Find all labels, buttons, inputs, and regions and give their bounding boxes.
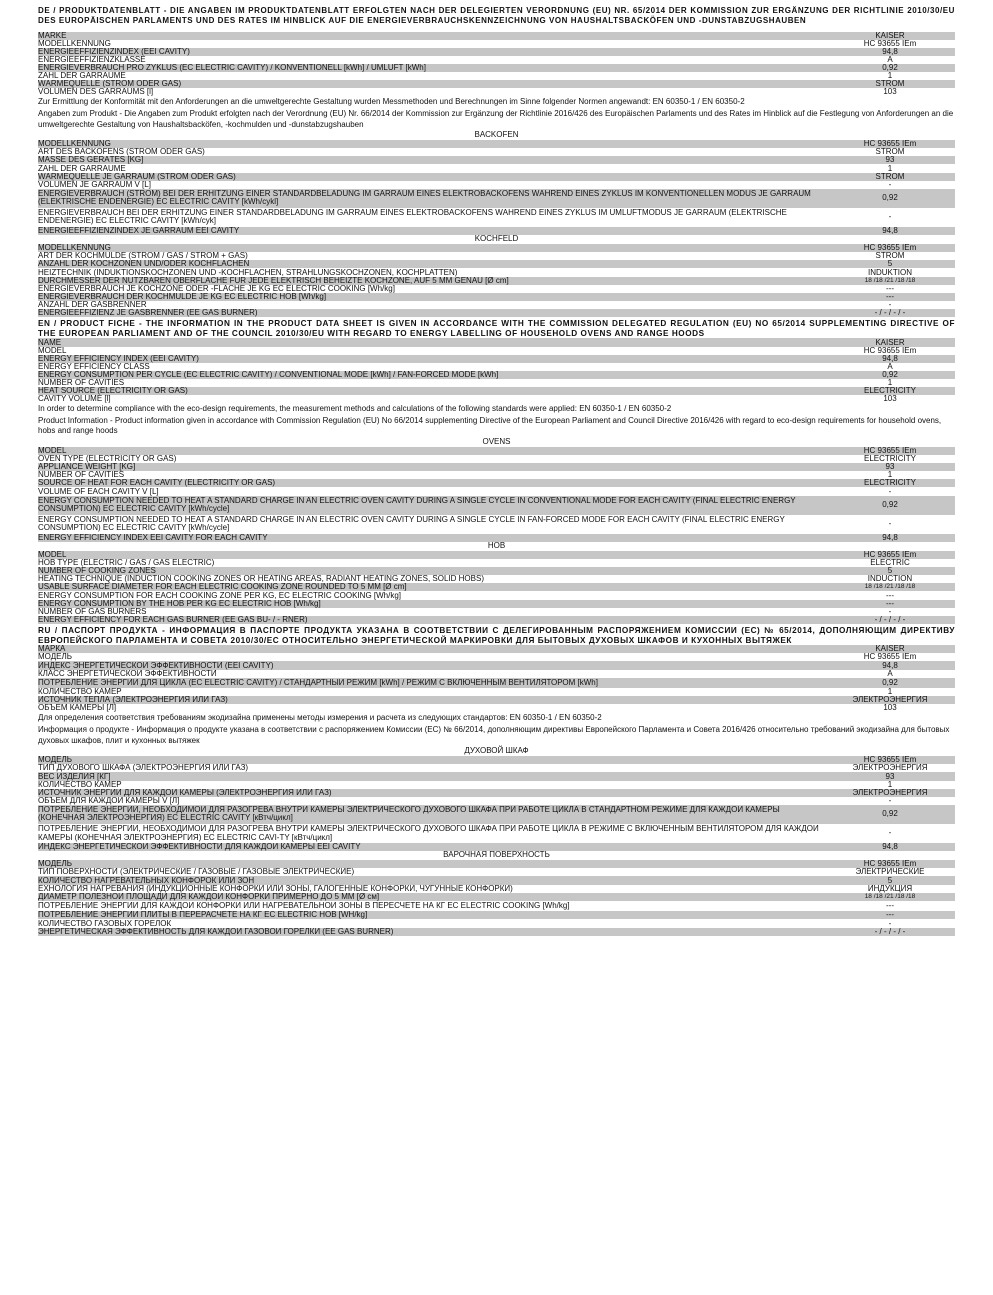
row-value: 1 bbox=[887, 780, 893, 789]
row-value: 93 bbox=[885, 772, 895, 781]
row-label: OVEN TYPE (ELECTRICITY OR GAS) bbox=[38, 455, 177, 464]
standards-note: Zur Ermittlung der Konformität mit den Anforderungen an die umweltgerechte Gestaltung wurden Messmethoden und Berechnungen im Sinne folgender Normen angewandt: EN 60350-1 / EN 60350-2 bbox=[38, 97, 745, 107]
row-label: ENERGIEEFFIZIENZKLASSE bbox=[38, 55, 146, 64]
table-row bbox=[38, 355, 955, 363]
row-label: ОБЪЕМ КАМЕРЫ [Л] bbox=[38, 704, 117, 713]
table-row bbox=[38, 379, 955, 387]
row-label: ТИП ДУХОВОГО ШКАФА (ЭЛЕКТРОЭНЕРГИЯ ИЛИ ГАЗ) bbox=[38, 764, 249, 773]
table-row bbox=[38, 72, 955, 80]
row-label: VOLUMEN DES GARRAUMS [l] bbox=[38, 88, 154, 97]
row-value: --- bbox=[886, 591, 894, 600]
table-row bbox=[38, 164, 955, 172]
table-row bbox=[38, 395, 955, 403]
table-row bbox=[38, 463, 955, 471]
section-heading: RU / ПАСПОРТ ПРОДУКТА - ИНФОРМАЦИЯ В ПАСПОРТЕ ПРОДУКТА УКАЗАНА В СООТВЕТСТВИИ С ДЕЛЕГИРОВАННЫМ РАСПОРЯЖЕНИЕМ КОМИССИИ (ЕС) № 65/2014, ДОПОЛНЯЮЩИМ ДИРЕКТИВУ ЕВРОПЕЙСКОГО ПАРЛАМЕНТА И СОВЕТА 2010/30/ЕС ОТНОСИТЕЛЬНО ЭНЕРГЕТИЧЕСКОЙ МАРКИРОВКИ ДЛЯ БЫТОВЫХ ДУХОВЫХ ШКАФОВ И КУХОННЫХ ВЫТЯЖЕК bbox=[38, 625, 955, 645]
row-value: 1 bbox=[887, 688, 893, 697]
row-value: HC 93655 IEm bbox=[863, 447, 917, 456]
table-row bbox=[38, 781, 955, 789]
table-row bbox=[38, 661, 955, 669]
table-row bbox=[38, 559, 955, 567]
table-row bbox=[38, 268, 955, 276]
hob-subtitle: KOCHFELD bbox=[474, 234, 519, 244]
row-value: STROM bbox=[875, 252, 905, 261]
row-value: HC 93655 IEm bbox=[863, 551, 917, 560]
table-row bbox=[38, 551, 955, 559]
row-label: ART DES BACKOFENS (STROM ODER GAS) bbox=[38, 148, 205, 157]
row-label: ENERGIEEFFIZIENZINDEX (EEI CAVITY) bbox=[38, 47, 190, 56]
row-label: ENERGY EFFICIENCY CLASS bbox=[38, 362, 150, 371]
row-value: A bbox=[887, 362, 893, 371]
standards-note: Для определения соответствия требованиям экодизайна применены методы измерения и расчета из следующих стандартов: EN 60350-1 / EN 60350-2 bbox=[38, 713, 602, 723]
row-label: ЕХНОЛОГИЯ НАГРЕВАНИЯ (ИНДУКЦИОННЫЕ КОНФОРКИ ИЛИ ЗОНЫ, ГАЛОГЕННЫЕ КОНФОРКИ, ЧУГУННЫЕ КОНФОРКИ) bbox=[38, 884, 513, 893]
row-value: --- bbox=[886, 284, 894, 293]
row-value: ЭЛЕКТРОЭНЕРГИЯ bbox=[852, 788, 928, 797]
row-value: - bbox=[888, 300, 892, 309]
table-row bbox=[38, 885, 955, 893]
row-value: 103 bbox=[883, 88, 897, 97]
row-label: ПОТРЕБЛЕНИЕ ЭНЕРГИИ ДЛЯ КАЖДОЙ КОНФОРКИ ИЛИ НАГРЕВАТЕЛЬНОЙ ЗОНЫ В ПЕРЕСЧЕТЕ НА КГ EC ELECTRIC COOKING [Wh/kg] bbox=[38, 901, 570, 910]
row-label: КОЛИЧЕСТВО КАМЕР bbox=[38, 780, 122, 789]
row-label: ВЕС ИЗДЕЛИЯ [КГ] bbox=[38, 772, 111, 781]
product-info-note: Angaben zum Produkt - Die Angaben zum Produkt erfolgten nach der Verordnung (EU) Nr. 66/2014 der Kommission zur Ergänzung der Richtlinie 2016/426 des Europäischen Parlaments und des Rates im Hinblick auf die Festlegung von Anforderungen an die umweltgerechte Gestaltung von Haushaltsbacköfen, -kochmulden und -dunstabzugshauben bbox=[38, 108, 954, 129]
row-label: MODELLKENNUNG bbox=[38, 140, 111, 149]
table-row bbox=[38, 515, 955, 534]
row-label: HEIZTECHNIK (INDUKTIONSKOCHZONEN UND -KOCHFLÄCHEN, STRAHLUNGSKOCHZONEN, KOCHPLATTEN) bbox=[38, 268, 458, 277]
row-value: ELECTRICITY bbox=[863, 387, 916, 396]
table-row bbox=[38, 447, 955, 455]
row-label: ENERGY EFFICIENCY INDEX (EEI CAVITY) bbox=[38, 354, 199, 363]
row-value: - / - / - / - bbox=[874, 615, 906, 624]
table-row bbox=[38, 277, 955, 285]
row-value: - bbox=[888, 519, 892, 528]
row-label: CAVITY VOLUME [l] bbox=[38, 395, 111, 404]
row-label: NUMBER OF COOKING ZONES bbox=[38, 567, 156, 576]
row-value: 94,8 bbox=[882, 227, 898, 236]
row-value: HC 93655 IEm bbox=[863, 346, 917, 355]
row-label: DURCHMESSER DER NUTZBAREN OBERFLÄCHE FÜR JEDE ELEKTRISCH BEHEIZTE KOCHZONE, AUF 5 MM GENAU [Ø cm] bbox=[38, 276, 509, 285]
row-label: MODEL bbox=[38, 346, 67, 355]
row-label: ENERGIEVERBRAUCH JE KOCHZONE ODER -FLÄCHE JE KG EC ELECTRIC COOKING [Wh/kg] bbox=[38, 284, 395, 293]
table-row bbox=[38, 496, 955, 515]
row-value: ELECTRIC bbox=[870, 559, 910, 568]
table-row bbox=[38, 670, 955, 678]
row-label: ENERGIEVERBRAUCH DER KOCHMULDE JE KG EC ELECTRIC HOB [Wh/kg] bbox=[38, 292, 327, 301]
row-value: 0,92 bbox=[882, 678, 898, 687]
row-label: ENERGY EFFICIENCY INDEX EEI CAVITY FOR EACH CAVITY bbox=[38, 533, 268, 542]
row-value: --- bbox=[886, 901, 894, 910]
section-ru bbox=[38, 626, 955, 936]
language-sections bbox=[38, 6, 955, 936]
row-value: --- bbox=[886, 292, 894, 301]
standards-note: In order to determine compliance with the eco-design requirements, the measurement methods and calculations of the following standards were applied: EN 60350-1 / EN 60350-2 bbox=[38, 404, 672, 414]
row-value: - bbox=[888, 919, 892, 928]
row-value: - bbox=[888, 607, 892, 616]
section-heading: DE / PRODUKTDATENBLATT - DIE ANGABEN IM PRODUKTDATENBLATT ERFOLGTEN NACH DER DELEGIERTEN VERORDNUNG (EU) NR. 65/2014 DER KOMMISSION ZUR ERGÄNZUNG DER RICHTLINIE 2010/30/EU DES EUROPÄISCHEN PARLAMENTS UND DES RATES IM HINBLICK AUF DIE ENERGIEVERBRAUCHSKENNZEICHNUNG VON HAUSHALTSBACKÖFEN UND -DUNSTABZUGSHAUBEN bbox=[38, 6, 955, 25]
table-row bbox=[38, 338, 955, 346]
table-row bbox=[38, 140, 955, 148]
row-value: 5 bbox=[887, 260, 893, 269]
oven-table bbox=[38, 447, 955, 542]
table-row bbox=[38, 688, 955, 696]
row-label: МАРКА bbox=[38, 645, 66, 654]
row-label: ZAHL DER GARRÄUME bbox=[38, 72, 126, 81]
row-value: 94,8 bbox=[882, 661, 898, 670]
row-value: 18 /18 /21 /18 /18 bbox=[864, 892, 916, 900]
row-value: HC 93655 IEm bbox=[863, 140, 917, 149]
row-label: NAME bbox=[38, 338, 62, 347]
general-table bbox=[38, 645, 955, 712]
row-label: MODEL bbox=[38, 447, 67, 456]
table-row bbox=[38, 40, 955, 48]
table-row bbox=[38, 260, 955, 268]
table-row bbox=[38, 583, 955, 591]
row-value: 93 bbox=[885, 463, 895, 472]
hob-table bbox=[38, 551, 955, 624]
table-row bbox=[38, 893, 955, 901]
hob-subtitle: HOB bbox=[487, 540, 506, 550]
row-label: ИНДЕКС ЭНЕРГЕТИЧЕСКОЙ ЭФФЕКТИВНОСТИ ДЛЯ КАЖДОЙ КАМЕРЫ EEI CAVITY bbox=[38, 843, 361, 852]
row-value: 5 bbox=[887, 876, 893, 885]
general-table bbox=[38, 32, 955, 97]
oven-table bbox=[38, 140, 955, 235]
table-row bbox=[38, 764, 955, 772]
row-label: КЛАСС ЭНЕРГЕТИЧЕСКОЙ ЭФФЕКТИВНОСТИ bbox=[38, 669, 217, 678]
row-value: 0,92 bbox=[882, 64, 898, 73]
table-row bbox=[38, 696, 955, 704]
row-value: KAISER bbox=[875, 338, 905, 347]
row-value: INDUKTION bbox=[868, 268, 912, 277]
table-row bbox=[38, 252, 955, 260]
table-row bbox=[38, 156, 955, 164]
row-value: 0,92 bbox=[882, 370, 898, 379]
oven-subtitle: ДУХОВОЙ ШКАФ bbox=[464, 746, 529, 756]
table-row bbox=[38, 868, 955, 876]
table-row bbox=[38, 678, 955, 689]
row-value: 103 bbox=[883, 704, 897, 713]
row-value: HC 93655 IEm bbox=[863, 244, 917, 253]
table-row bbox=[38, 928, 955, 936]
table-row bbox=[38, 309, 955, 317]
table-row bbox=[38, 301, 955, 309]
row-label: HOB TYPE (ELECTRIC / GAS / GAS ELECTRIC) bbox=[38, 559, 215, 568]
table-row bbox=[38, 80, 955, 88]
table-row bbox=[38, 600, 955, 608]
table-row bbox=[38, 48, 955, 56]
row-label: ПОТРЕБЛЕНИЕ ЭНЕРГИИ ПЛИТЫ В ПЕРЕРАСЧЕТЕ НА КГ EC ELECTRIC HOB [WH/kg] bbox=[38, 911, 368, 920]
table-row bbox=[38, 789, 955, 797]
row-label: ENERGIEEFFIZIENZINDEX JE GARRAUM EEI CAVITY bbox=[38, 227, 240, 236]
row-value: 18 /18 /21 /18 /18 bbox=[864, 276, 916, 284]
row-label: ИСТОЧНИК ТЕПЛА (ЭЛЕКТРОЭНЕРГИЯ ИЛИ ГАЗ) bbox=[38, 696, 228, 705]
table-row bbox=[38, 756, 955, 764]
row-label: VOLUME OF EACH CAVITY V [L] bbox=[38, 487, 159, 496]
row-value: - / - / - / - bbox=[874, 927, 906, 936]
row-label: ENERGY CONSUMPTION FOR EACH COOKING ZONE PER KG, EC ELECTRIC COOKING [Wh/kg] bbox=[38, 591, 402, 600]
table-row bbox=[38, 704, 955, 712]
section-en bbox=[38, 319, 955, 624]
row-value: 94,8 bbox=[882, 354, 898, 363]
table-row bbox=[38, 371, 955, 379]
table-row bbox=[38, 244, 955, 252]
table-row bbox=[38, 608, 955, 616]
row-label: USABLE SURFACE DIAMETER FOR EACH ELECTRIC COOKING ZONE ROUNDED TO 5 MM [Ø cm] bbox=[38, 583, 407, 592]
table-row bbox=[38, 208, 955, 227]
row-label: HEATING TECHNIQUE (INDUCTION COOKING ZONES OR HEATING AREAS, RADIANT HEATING ZONES, SOLID HOBS) bbox=[38, 575, 484, 584]
row-label: ZAHL DER GARRÄUME bbox=[38, 164, 126, 173]
row-value: --- bbox=[886, 599, 894, 608]
table-row bbox=[38, 487, 955, 495]
table-row bbox=[38, 363, 955, 371]
row-value: 1 bbox=[887, 471, 893, 480]
row-value: - bbox=[888, 213, 892, 222]
row-label: ART DER KOCHMULDE (STROM / GAS / STROM + GAS) bbox=[38, 252, 248, 261]
table-row bbox=[38, 919, 955, 927]
table-row bbox=[38, 797, 955, 805]
row-label: ЭНЕРГЕТИЧЕСКАЯ ЭФФЕКТИВНОСТЬ ДЛЯ КАЖДОЙ ГАЗОВОЙ ГОРЕЛКИ (EE GAS BURNER) bbox=[38, 927, 394, 936]
table-row bbox=[38, 824, 955, 843]
row-value: 93 bbox=[885, 156, 895, 165]
row-label: MARKE bbox=[38, 31, 67, 40]
row-value: - bbox=[888, 180, 892, 189]
row-value: 5 bbox=[887, 567, 893, 576]
row-label: ENERGIEEFFIZIENZ JE GASBRENNER (EE GAS BURNER) bbox=[38, 309, 258, 317]
row-label: MASSE DES GERÄTES [KG] bbox=[38, 156, 144, 165]
row-value: KAISER bbox=[875, 645, 905, 654]
table-row bbox=[38, 32, 955, 40]
table-row bbox=[38, 64, 955, 72]
row-label: ПОТРЕБЛЕНИЕ ЭНЕРГИИ ДЛЯ ЦИКЛА (EC ELECTRIC CAVITY) / СТАНДАРТНЫЙ РЕЖИМ [kWh] / РЕЖИМ С ВКЛЮЧЕННЫМ ВЕНТИЛЯТОРОМ [kWh] bbox=[38, 678, 598, 687]
row-value: 1 bbox=[887, 72, 893, 81]
general-table bbox=[38, 338, 955, 403]
row-label: SOURCE OF HEAT FOR EACH CAVITY (ELECTRICITY OR GAS) bbox=[38, 479, 276, 488]
row-value: INDUCTION bbox=[867, 575, 913, 584]
row-label: NUMBER OF GAS BURNERS bbox=[38, 607, 147, 616]
hob-table bbox=[38, 244, 955, 317]
product-info-note: Product Information - Product information given in accordance with Commission Regulation (EU) No 66/2014 supplementing Directive of the European Parliament and Council Directive 2016/426 with regard to eco-design requirements for household ovens, hobs and range hoods bbox=[38, 415, 942, 436]
row-label: ANZAHL DER GASBRENNER bbox=[38, 300, 147, 309]
row-label: ENERGY EFFICIENCY FOR EACH GAS BURNER (EE GAS BU- / - RNER) bbox=[38, 615, 308, 624]
row-label: ANZAHL DER KOCHZONEN UND/ODER KOCHFLÄCHEN bbox=[38, 260, 250, 269]
table-row bbox=[38, 148, 955, 156]
section-de bbox=[38, 6, 955, 317]
row-label: ДИАМЕТР ПОЛЕЗНОЙ ПЛОЩАДИ ДЛЯ КАЖДОЙ КОНФОРКИ ПРИМЕРНО ДО 5 ММ [Ø см] bbox=[38, 892, 380, 901]
row-label: ТИП ПОВЕРХНОСТИ (ЭЛЕКТРИЧЕСКИЕ / ГАЗОВЫЕ / ГАЗОВЫЕ ЭЛЕКТРИЧЕСКИЕ) bbox=[38, 868, 355, 877]
row-label: ENERGY CONSUMPTION PER CYCLE (EC ELECTRIC CAVITY) / CONVENTIONAL MODE [kWh] / FAN-FORCED MODE [kWh] bbox=[38, 370, 499, 379]
row-label: ИНДЕКС ЭНЕРГЕТИЧЕСКОЙ ЭФФЕКТИВНОСТИ (EEI CAVITY) bbox=[38, 661, 274, 670]
oven-table bbox=[38, 756, 955, 851]
row-label: ПОТРЕБЛЕНИЕ ЭНЕРГИИ, НЕОБХОДИМОЙ ДЛЯ РАЗОГРЕВА ВНУТРИ КАМЕРЫ ЭЛЕКТРИЧЕСКОГО ДУХОВОГО ШКАФА ПРИ РАБОТЕ ЦИКЛА В РЕЖИМЕ С ВКЛЮЧЕННЫМ ВЕНТИЛЯТОРОМ ДЛЯ КАЖДОЙ КАМЕРЫ (КОНЕЧНАЯ ЭЛЕКТРОЭНЕРГИЯ) EC ELECTRIC CAVI-TY [кВтч/цикл] bbox=[38, 825, 819, 842]
row-value: STROM bbox=[875, 80, 905, 89]
row-value: 103 bbox=[883, 395, 897, 404]
row-label: ENERGY CONSUMPTION BY THE HOB PER KG EC ELECTRIC HOB [Wh/kg] bbox=[38, 599, 321, 608]
row-label: ПОТРЕБЛЕНИЕ ЭНЕРГИИ, НЕОБХОДИМОЙ ДЛЯ РАЗОГРЕВА ВНУТРИ КАМЕРЫ ЭЛЕКТРИЧЕСКОГО ДУХОВОГО ШКАФА ПРИ РАБОТЕ ЦИКЛА В СТАНДАРТНОМ РЕЖИМЕ ДЛЯ КАЖДОЙ КАМЕРЫ (КОНЕЧНАЯ ЭЛЕКТРОЭНЕРГИЯ) EC ELECTRIC CAVITY [кВтч/цикл] bbox=[38, 805, 780, 823]
row-label: HEAT SOURCE (ELECTRICITY OR GAS) bbox=[38, 387, 188, 396]
table-row bbox=[38, 88, 955, 96]
table-row bbox=[38, 575, 955, 583]
row-label: ENERGY CONSUMPTION NEEDED TO HEAT A STANDARD CHARGE IN AN ELECTRIC OVEN CAVITY DURING A SINGLE CYCLE IN CONVENTIONAL MODE FOR EACH CAVITY (FINAL ELECTRIC ENERGY CONSUMPTION) EC ELECTRIC CAVITY [kWh/cycle] bbox=[38, 496, 796, 514]
oven-subtitle: BACKOFEN bbox=[474, 130, 519, 140]
table-row bbox=[38, 901, 955, 912]
hob-subtitle: ВАРОЧНАЯ ПОВЕРХНОСТЬ bbox=[443, 850, 550, 860]
row-label: КОЛИЧЕСТВО ГАЗОВЫХ ГОРЕЛОК bbox=[38, 919, 172, 928]
row-value: ЭЛЕКТРОЭНЕРГИЯ bbox=[852, 696, 928, 705]
row-value: 18 /18 /21 /18 /18 bbox=[864, 583, 916, 591]
table-row bbox=[38, 876, 955, 884]
oven-subtitle: OVENS bbox=[482, 436, 511, 446]
row-label: WÄRMEQUELLE JE GARRAUM (STROM ODER GAS) bbox=[38, 172, 236, 181]
row-value: A bbox=[887, 669, 893, 678]
row-value: - / - / - / - bbox=[874, 309, 906, 317]
row-value: STROM bbox=[875, 172, 905, 181]
row-value: A bbox=[887, 55, 893, 64]
row-value: HC 93655 IEm bbox=[863, 653, 917, 662]
row-value: 0,92 bbox=[882, 810, 898, 819]
table-row bbox=[38, 471, 955, 479]
product-info-note: Информация о продукте - Информация о продукте указана в соответствии с распоряжением Комиссии (ЕС) № 66/2014, дополняющим директивы Европейского Парламента и Совета 2016/426 относительно требований экодизайна для бытовых духовых шкафов, плит и кухонных вытяжек bbox=[38, 725, 950, 745]
row-value: ELECTRICITY bbox=[863, 479, 916, 488]
row-label: ИСТОЧНИК ЭНЕРГИИ ДЛЯ КАЖДОЙ КАМЕРЫ (ЭЛЕКТРОЭНЕРГИЯ ИЛИ ГАЗ) bbox=[38, 788, 332, 797]
row-value: KAISER bbox=[875, 31, 905, 40]
row-label: КОЛИЧЕСТВО КАМЕР bbox=[38, 688, 122, 697]
row-value: 0,92 bbox=[882, 193, 898, 202]
row-value: HC 93655 IEm bbox=[863, 756, 917, 765]
table-row bbox=[38, 567, 955, 575]
row-label: MODELLKENNUNG bbox=[38, 39, 111, 48]
table-row bbox=[38, 479, 955, 487]
table-row bbox=[38, 173, 955, 181]
row-label: МОДЕЛЬ bbox=[38, 860, 72, 869]
row-value: --- bbox=[886, 911, 894, 920]
table-row bbox=[38, 455, 955, 463]
row-value: - bbox=[888, 796, 892, 805]
row-value: HC 93655 IEm bbox=[863, 39, 917, 48]
row-value: HC 93655 IEm bbox=[863, 860, 917, 869]
table-row bbox=[38, 285, 955, 293]
row-value: ЭЛЕКТРИЧЕСКИЕ bbox=[855, 868, 925, 877]
row-value: 94,8 bbox=[882, 47, 898, 56]
row-label: ENERGIEVERBRAUCH BEI DER ERHITZUNG EINER STANDARDBELADUNG IM GARRAUM EINES ELEKTROBACKOFENS WÄHREND EINES ZYKLUS IM UMLUFTMODUS JE GARRAUM (ELEKTRISCHE ENDENERGIE) EC ELECTRIC CAVITY [kWh/cyk] bbox=[38, 208, 787, 226]
row-value: 94,8 bbox=[882, 843, 898, 852]
row-label: NUMBER OF CAVITIES bbox=[38, 378, 125, 387]
table-row bbox=[38, 645, 955, 653]
row-value: - bbox=[888, 487, 892, 496]
row-label: ENERGY CONSUMPTION NEEDED TO HEAT A STANDARD CHARGE IN AN ELECTRIC OVEN CAVITY DURING A SINGLE CYCLE IN FAN-FORCED MODE FOR EACH CAVITY (FINAL ELECTRIC ENERGY CONSUMPTION) EC ELECTRIC CAVITY [kWh/cycle] bbox=[38, 515, 785, 533]
row-label: КОЛИЧЕСТВО НАГРЕВАТЕЛЬНЫХ КОНФОРОК ИЛИ ЗОН bbox=[38, 876, 255, 885]
hob-table bbox=[38, 860, 955, 935]
table-row bbox=[38, 860, 955, 868]
table-row bbox=[38, 591, 955, 599]
row-label: MODEL bbox=[38, 551, 67, 560]
row-value: 1 bbox=[887, 164, 893, 173]
table-row bbox=[38, 189, 955, 208]
table-row bbox=[38, 772, 955, 780]
row-value: - bbox=[888, 829, 892, 838]
row-label: ОБЪЕМ ДЛЯ КАЖДОЙ КАМЕРЫ V [Л] bbox=[38, 796, 180, 805]
row-value: 0,92 bbox=[882, 500, 898, 509]
section-heading: EN / PRODUCT FICHE - THE INFORMATION IN THE PRODUCT DATA SHEET IS GIVEN IN ACCORDANCE WITH THE COMMISSION DELEGATED REGULATION (EU) NO 65/2014 SUPPLEMENTING DIRECTIVE OF THE EUROPEAN PARLIAMENT AND OF THE COUNCIL 2010/30/EU WITH REGARD TO ENERGY LABELLING OF HOUSEHOLD OVENS AND RANGE HOODS bbox=[38, 319, 955, 338]
row-value: ELECTRICITY bbox=[863, 455, 916, 464]
row-label: APPLIANCE WEIGHT [KG] bbox=[38, 463, 136, 472]
row-label: VOLUMEN JE GARRAUM V [L] bbox=[38, 180, 151, 189]
table-row bbox=[38, 805, 955, 824]
table-row bbox=[38, 181, 955, 189]
row-value: 94,8 bbox=[882, 533, 898, 542]
table-row bbox=[38, 653, 955, 661]
row-label: ENERGIEVERBRAUCH PRO ZYKLUS (EC ELECTRIC CAVITY) / KONVENTIONELL [kWh] / UMLUFT [kWh] bbox=[38, 64, 426, 73]
row-value: STROM bbox=[875, 148, 905, 157]
row-value: ИНДУКЦИЯ bbox=[867, 884, 913, 893]
table-row bbox=[38, 911, 955, 919]
row-label: MODELLKENNUNG bbox=[38, 244, 111, 253]
row-label: МОДЕЛЬ bbox=[38, 653, 72, 662]
row-label: WÄRMEQUELLE (STROM ODER GAS) bbox=[38, 80, 182, 89]
table-row bbox=[38, 387, 955, 395]
row-label: ENERGIEVERBRAUCH (STROM) BEI DER ERHITZUNG EINER STANDARDBELADUNG IM GARRAUM EINES ELEKTROBACKOFENS WÄHREND EINES ZYKLUS IM KONVENTIONELLEN MODUS JE GARRAUM (ELEKTRISCHE ENDENERGIE) EC ELECTRIC CAVITY [kWh/cykl] bbox=[38, 189, 811, 207]
table-row bbox=[38, 347, 955, 355]
row-label: МОДЕЛЬ bbox=[38, 756, 72, 765]
row-value: 1 bbox=[887, 378, 893, 387]
table-row bbox=[38, 616, 955, 624]
row-label: NUMBER OF CAVITIES bbox=[38, 471, 125, 480]
table-row bbox=[38, 293, 955, 301]
table-row bbox=[38, 56, 955, 64]
row-value: ЭЛЕКТРОЭНЕРГИЯ bbox=[852, 764, 928, 773]
